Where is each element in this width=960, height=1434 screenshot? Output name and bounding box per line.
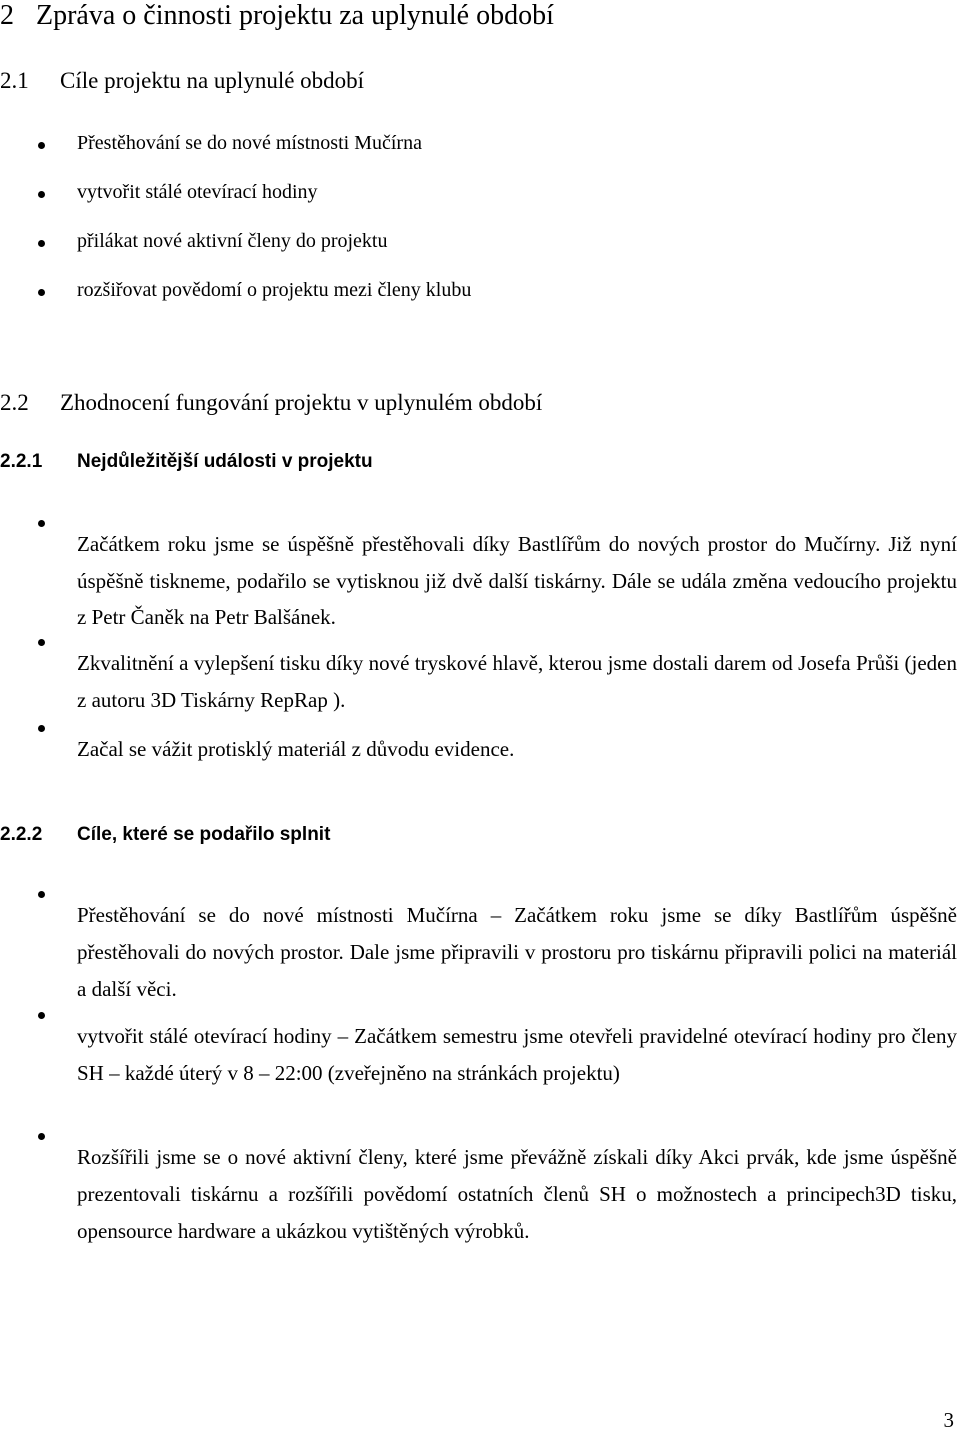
section-title: Cíle projektu na uplynulé období <box>60 68 365 93</box>
section-title: Cíle, které se podařilo splnit <box>77 824 331 845</box>
bullet-icon <box>38 191 45 198</box>
bullet-icon <box>38 725 45 732</box>
section-number: 2.2 <box>0 390 29 415</box>
list-item: Přestěhování se do nové místnosti Mučírna – Začátkem roku jsme se díky Bastlířům úspěšně přestěhovali do nových prostor. Dale jsme připravili v prostoru pro tiskárnu připravili polici na materiál a další věci. <box>77 903 957 1001</box>
section-title: Zpráva o činnosti projektu za uplynulé období <box>36 0 554 31</box>
list-item: vytvořit stálé otevírací hodiny <box>77 181 318 203</box>
section-2-2-1-heading <box>0 451 373 473</box>
list-item: rozšiřovat povědomí o projektu mezi členy klubu <box>77 279 472 301</box>
section-title: Nejdůležitější události v projektu <box>77 451 373 472</box>
list-item: Rozšířili jsme se o nové aktivní členy, které jsme převážně získali díky Akci prvák, kde jsme úspěšně prezentovali tiskárnu a rozšířili povědomí ostatních členů SH o možnostech a principech3D tisku, opensource hardware a ukázkou vytištěných výrobků. <box>77 1145 957 1243</box>
section-2-2-heading <box>0 390 542 416</box>
list-item: přilákat nové aktivní členy do projektu <box>77 230 388 252</box>
bullet-icon <box>38 639 45 646</box>
section-title: Zhodnocení fungování projektu v uplynulém období <box>60 390 543 415</box>
section-number: 2.2.2 <box>0 824 43 845</box>
bullet-icon <box>38 520 45 527</box>
bullet-icon <box>38 240 45 247</box>
page-number: 3 <box>943 1408 954 1432</box>
bullet-icon <box>38 142 45 149</box>
section-number: 2.1 <box>0 68 29 93</box>
list-item: vytvořit stálé otevírací hodiny – Začátkem semestru jsme otevřeli pravidelné otevírací hodiny pro členy SH – každé úterý v 8 – 22:00 (zveřejněno na stránkách projektu) <box>77 1024 957 1085</box>
list-item: Přestěhování se do nové místnosti Mučírna <box>77 132 422 154</box>
section-number: 2 <box>0 0 14 31</box>
list-item: Začal se vážit protisklý materiál z důvodu evidence. <box>77 737 515 761</box>
bullet-icon <box>38 289 45 296</box>
section-2-2-2-heading <box>0 824 330 846</box>
bullet-icon <box>38 1012 45 1019</box>
bullet-icon <box>38 1133 45 1140</box>
section-2-heading <box>0 0 554 32</box>
list-item: Zkvalitnění a vylepšení tisku díky nové tryskové hlavě, kterou jsme dostali darem od Josefa Průši (jeden z autoru 3D Tiskárny RepRap ). <box>77 651 957 712</box>
section-2-1-heading <box>0 68 364 94</box>
bullet-icon <box>38 891 45 898</box>
section-number: 2.2.1 <box>0 451 43 472</box>
list-item: Začátkem roku jsme se úspěšně přestěhovali díky Bastlířům do nových prostor do Mučírny. Již nyní úspěšně tiskneme, podařilo se vytisknou již dvě další tiskárny. Dále se udála změna vedoucího projektu z Petr Čaněk na Petr Balšánek. <box>77 532 957 629</box>
